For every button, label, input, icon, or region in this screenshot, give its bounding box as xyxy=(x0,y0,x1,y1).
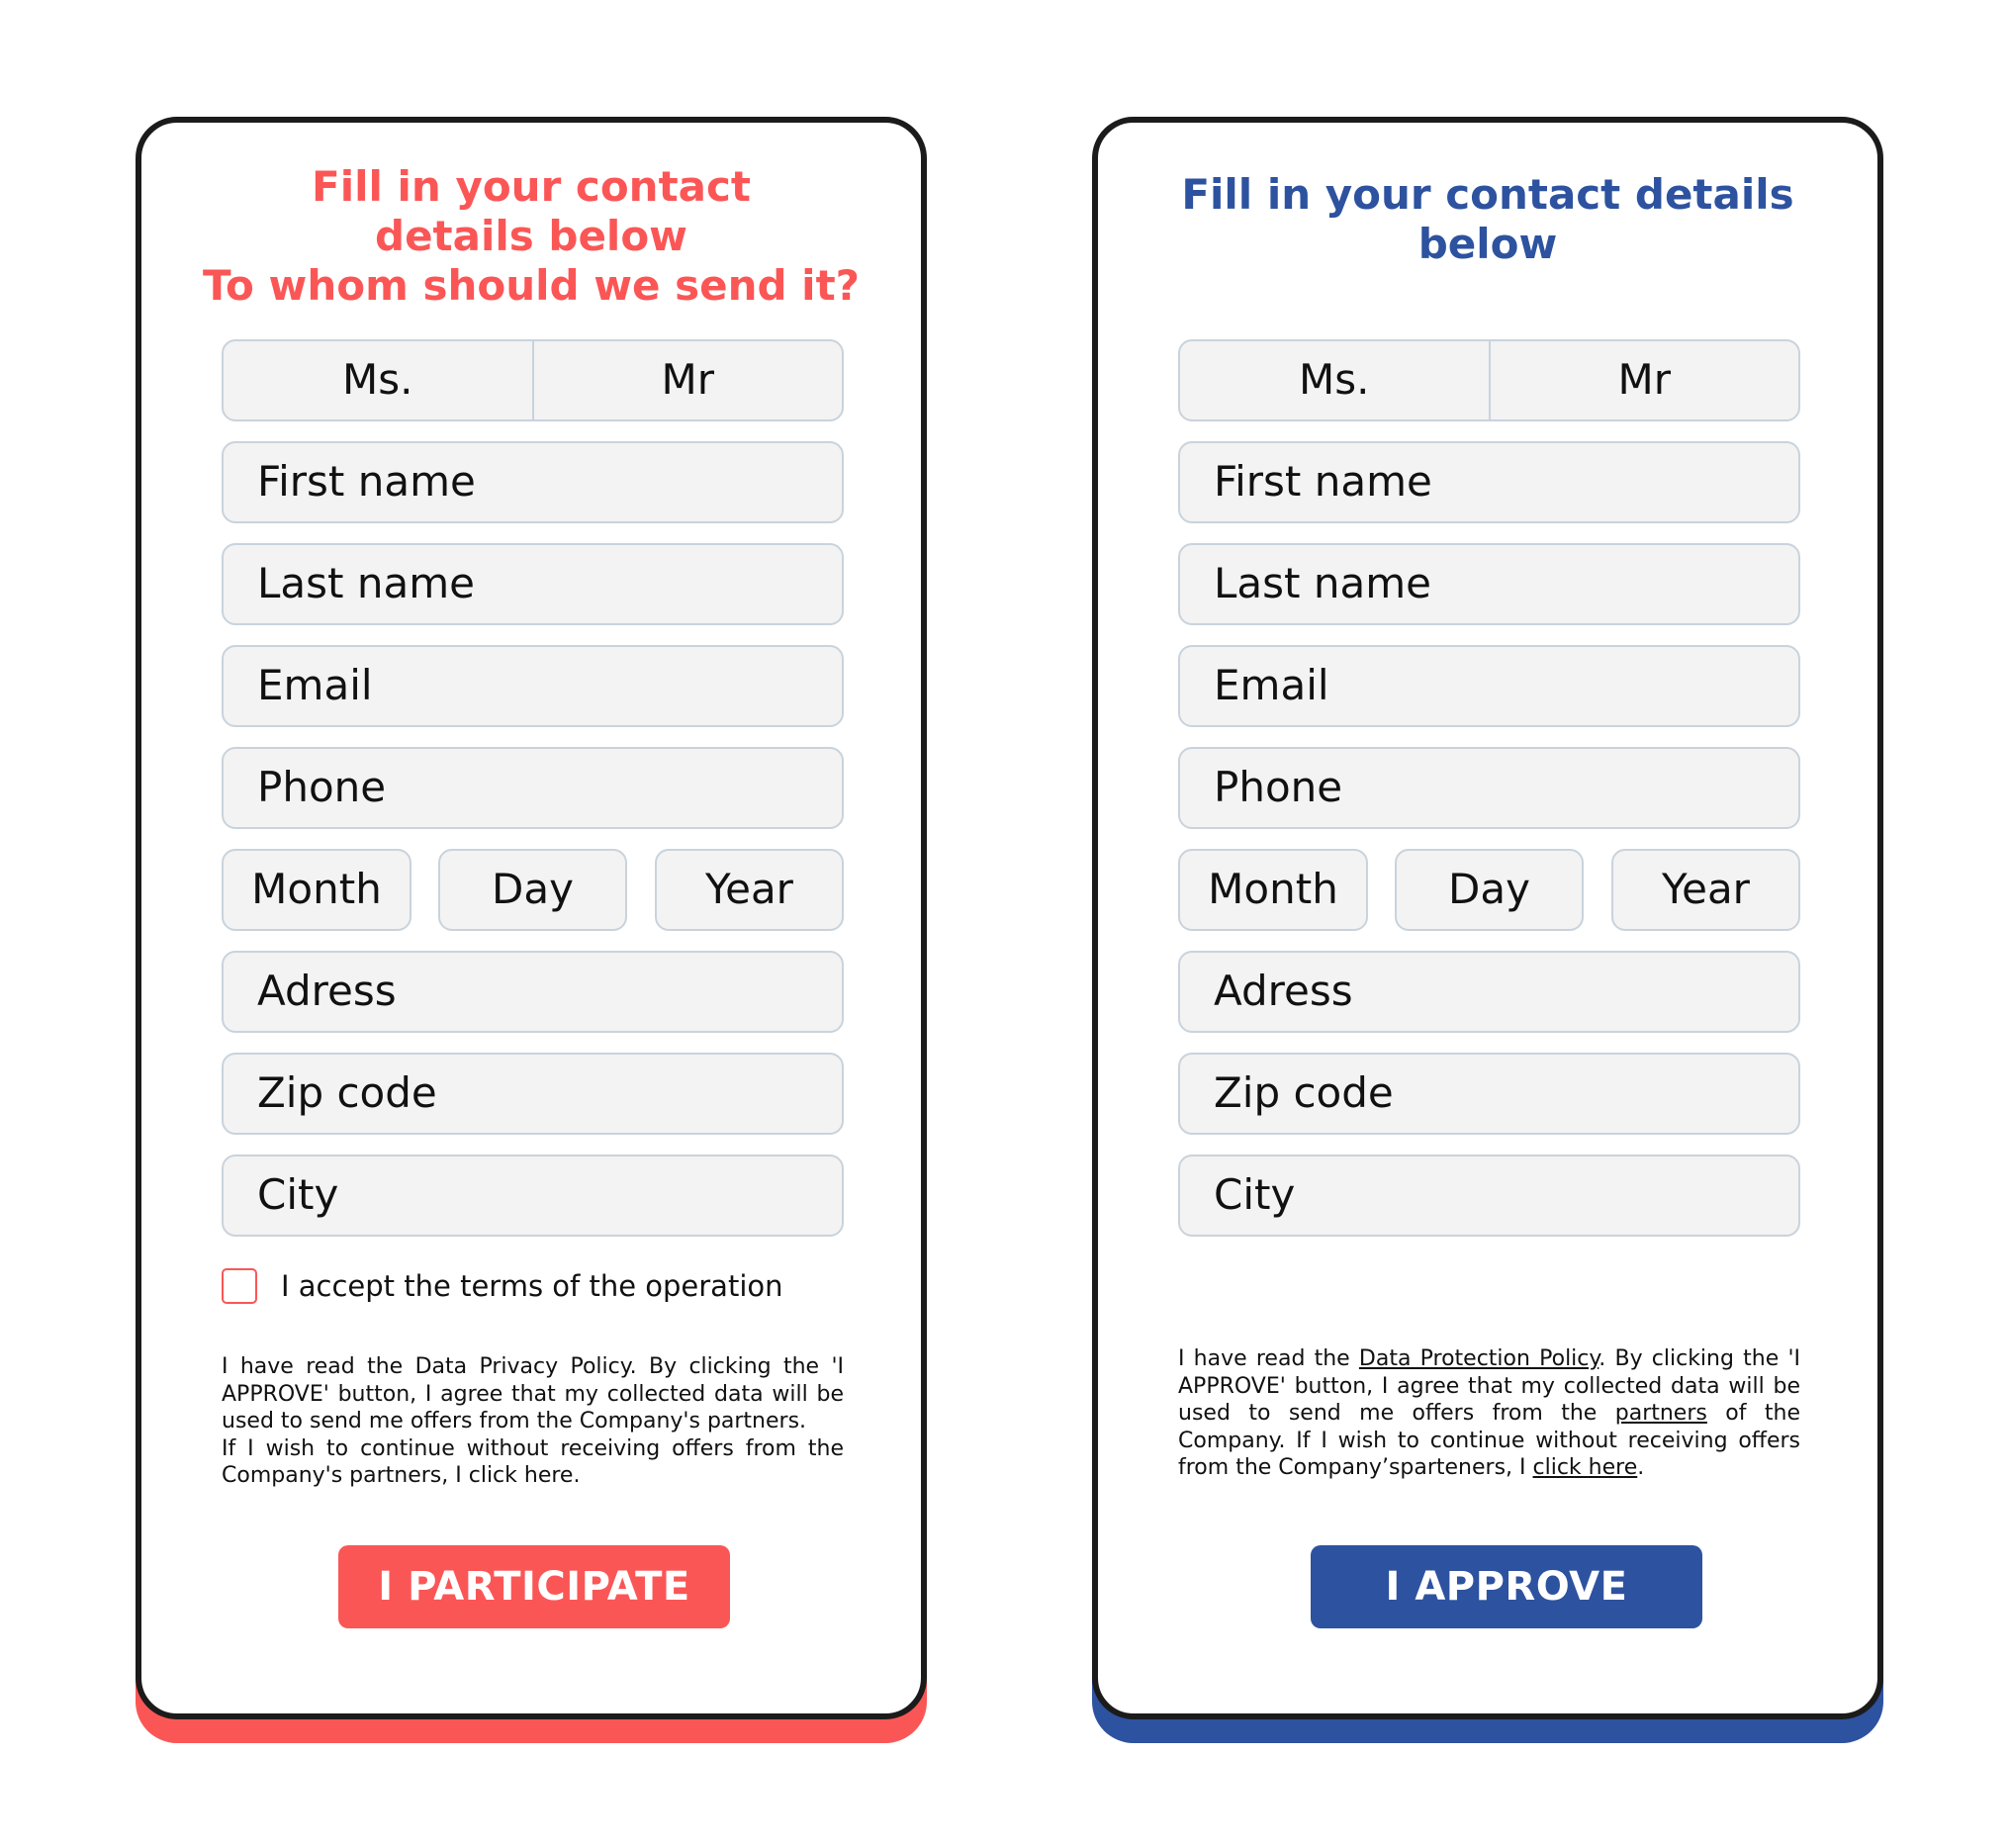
address-field[interactable]: Adress xyxy=(222,951,844,1033)
gender-selector xyxy=(1178,339,1800,421)
participate-button[interactable]: I PARTICIPATE xyxy=(338,1545,730,1628)
approve-button[interactable]: I APPROVE xyxy=(1311,1545,1702,1628)
legal-text-part: . xyxy=(1637,1455,1645,1480)
birth-day-field[interactable]: Day xyxy=(1395,849,1584,931)
form-card-left xyxy=(136,117,927,1719)
legal-text-part: of the Company. If I wish to continue without receiving offers from the Company’sparteners, I xyxy=(1178,1401,1801,1480)
title-line: Fill in your contact details xyxy=(1181,170,1794,219)
birth-month-field[interactable]: Month xyxy=(1178,849,1368,931)
title-line: details below xyxy=(375,212,687,260)
form-title xyxy=(1138,170,1838,269)
first-name-field[interactable]: First name xyxy=(1178,441,1800,523)
gender-option-mr[interactable]: Mr xyxy=(1489,341,1799,419)
zip-code-field[interactable]: Zip code xyxy=(222,1053,844,1135)
terms-label: I accept the terms of the operation xyxy=(281,1269,783,1303)
phone-field[interactable]: Phone xyxy=(222,747,844,829)
title-line: To whom should we send it? xyxy=(202,261,861,310)
legal-text-part: . By clicking the 'I APPROVE' button, I agree that my collected data will be used to send me offers from the xyxy=(1178,1346,1800,1426)
legal-text xyxy=(222,1353,844,1490)
title-line: below xyxy=(1417,220,1558,268)
legal-paragraph: If I wish to continue without receiving offers from the Company's partners, I click here. xyxy=(222,1435,844,1488)
legal-text xyxy=(1178,1345,1800,1482)
legal-text-part: I have read the xyxy=(1178,1346,1359,1371)
last-name-field[interactable]: Last name xyxy=(1178,543,1800,625)
email-field[interactable]: Email xyxy=(222,645,844,727)
title-line: Fill in your contact xyxy=(312,162,751,211)
address-field[interactable]: Adress xyxy=(1178,951,1800,1033)
phone-field[interactable]: Phone xyxy=(1178,747,1800,829)
gender-selector xyxy=(222,339,844,421)
gender-option-ms[interactable]: Ms. xyxy=(1299,355,1370,404)
birth-day-field[interactable]: Day xyxy=(438,849,627,931)
city-field[interactable]: City xyxy=(1178,1155,1800,1237)
city-field[interactable]: City xyxy=(222,1155,844,1237)
birth-year-field[interactable]: Year xyxy=(655,849,844,931)
partners-link[interactable]: partners xyxy=(1614,1401,1707,1426)
first-name-field[interactable]: First name xyxy=(222,441,844,523)
data-protection-policy-link[interactable]: Data Protection Policy xyxy=(1358,1346,1599,1371)
zip-code-field[interactable]: Zip code xyxy=(1178,1053,1800,1135)
gender-option-mr[interactable]: Mr xyxy=(532,341,843,419)
legal-paragraph xyxy=(1178,1345,1800,1482)
form-card-right xyxy=(1092,117,1883,1719)
terms-checkbox[interactable] xyxy=(222,1268,257,1304)
email-field[interactable]: Email xyxy=(1178,645,1800,727)
click-here-link[interactable]: click here xyxy=(1532,1455,1638,1480)
legal-paragraph: I have read the Data Privacy Policy. By clicking the 'I APPROVE' button, I agree that my collected data will be used to send me offers from the Company's partners. xyxy=(222,1354,844,1433)
terms-row xyxy=(222,1268,783,1304)
birth-month-field[interactable]: Month xyxy=(222,849,411,931)
last-name-field[interactable]: Last name xyxy=(222,543,844,625)
form-title xyxy=(181,162,881,311)
birth-year-field[interactable]: Year xyxy=(1611,849,1800,931)
gender-option-ms[interactable]: Ms. xyxy=(342,355,413,404)
